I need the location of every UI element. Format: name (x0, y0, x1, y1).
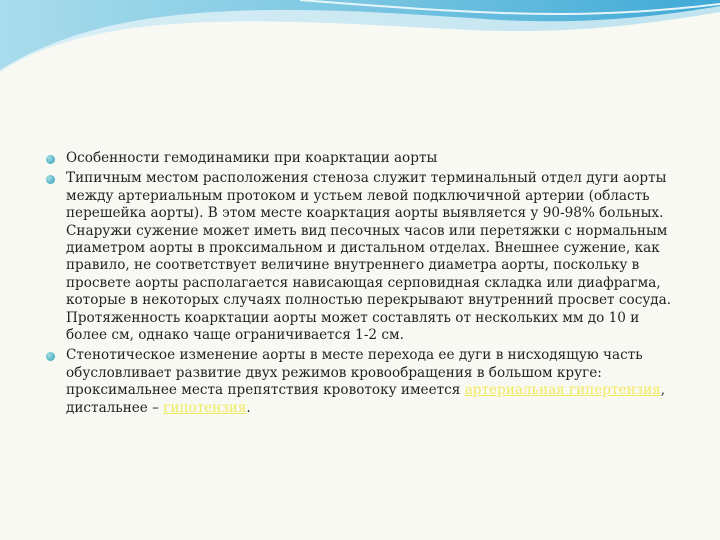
bullet-icon (46, 352, 55, 361)
wave-front-shape (0, 0, 720, 70)
link-arterial-hypertension[interactable]: артериальная гипертензия (464, 382, 661, 399)
bullet-text-1: Особенности гемодинамики при коарктации аорты (66, 150, 438, 166)
bullet-icon (46, 175, 55, 184)
bullet-text-3-middle: , дистальнее – (66, 382, 666, 416)
header-wave-decoration (0, 0, 720, 100)
bullet-item-3 (46, 347, 674, 417)
bullet-item-2 (46, 170, 674, 344)
bullet-icon (46, 155, 55, 164)
bullet-text-3-after: . (246, 399, 251, 416)
content-area (46, 150, 674, 420)
bullet-text-3-before: Стенотическое изменение аорты в месте перехода ее дуги в нисходящую часть обусловливает развитие двух режимов кровообращения в большом круге: проксимальнее места препятствия кровотоку имеется (66, 347, 643, 399)
bullet-text-2: Типичным местом расположения стеноза служит терминальный отдел дуги аорты между артериальным протоком и устьем левой подключичной артерии (область перешейка аорты). В этом месте коарктация аорты выявляется у 90-98% больных. Снаружи сужение может иметь вид песочных часов или перетяжки с нормальным диаметром аорты в проксимальном и дистальном отделах. Внешнее сужение, как правило, не соответствует величине внутреннего диаметра аорты, поскольку в просвете аорты располагается нависающая серповидная складка или диафрагма, которые в некоторых случаях полностью перекрывают внутренний просвет сосуда. Протяженность коарктации аорты может составлять от нескольких мм до 10 и более см, однако чаще ограничивается 1-2 см. (66, 170, 672, 344)
bullet-list (46, 150, 674, 417)
link-hypotension[interactable]: гипотензия (163, 399, 247, 416)
bullet-item-1 (46, 150, 674, 167)
